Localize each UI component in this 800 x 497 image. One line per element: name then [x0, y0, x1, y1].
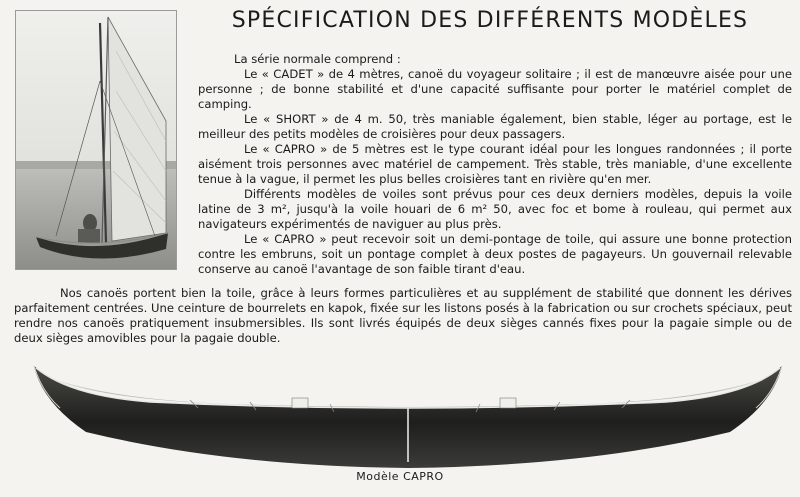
- capro-canoe-photo: [30, 362, 786, 470]
- paragraph-stability: Nos canoës portent bien la toile, grâce à leurs formes particulières et au supplément de stabilité que donnent les dérives parfaitement centrées. Une ceinture de bourrelets en kapok, fixée sur les listons posés à la fabrication ou sur crochets spéciaux, peut rendre nos canoës pratiquement insubmersibles. Ils sont livrés équipés de deux sièges cannés fixes pour la pagaie simple ou de deux sièges amovibles pour la pagaie double.: [14, 286, 792, 345]
- canoe-hull-illustration: [30, 362, 786, 470]
- sailing-canoe-illustration: [16, 11, 176, 269]
- paragraph-capro: Le « CAPRO » de 5 mètres est le type courant idéal pour les longues randonnées ; il porte aisément trois personnes avec matériel de campement. Très stable, très maniable, d'une excellente tenue à la vague, il permet les plus belles croisières tant en rivière qu'en mer.: [198, 142, 792, 186]
- series-intro: La série normale comprend :: [234, 52, 401, 66]
- paragraph-short: Le « SHORT » de 4 m. 50, très maniable également, bien stable, léger au portage, est le meilleur des petits modèles de croisières pour deux passagers.: [198, 112, 792, 141]
- figure-caption: Modèle CAPRO: [356, 470, 444, 483]
- paragraph-decking: Le « CAPRO » peut recevoir soit un demi-pontage de toile, qui assure une bonne protection contre les embruns, soit un pontage complet à deux postes de pagayeurs. Un gouvernail relevable conserve au canoë l'avantage de son faible tirant d'eau.: [198, 232, 792, 276]
- paragraph-sails: Différents modèles de voiles sont prévus pour ces deux derniers modèles, depuis la voile latine de 3 m², jusqu'à la voile houari de 6 m² 50, avec foc et bome à rouleau, qui permet aux navigateurs expérimentés de naviguer au plus près.: [198, 187, 792, 231]
- models-description: [198, 52, 792, 277]
- paragraph-cadet: Le « CADET » de 4 mètres, canoë du voyageur solitaire ; il est de manœuvre aisée pour une personne ; de bonne stabilité et d'une capacité suffisante pour porter le matériel complet de camping.: [198, 67, 792, 111]
- sailing-canoe-photo: [15, 10, 177, 270]
- stability-description: [14, 286, 792, 346]
- page-title: SPÉCIFICATION DES DIFFÉRENTS MODÈLES: [231, 8, 749, 33]
